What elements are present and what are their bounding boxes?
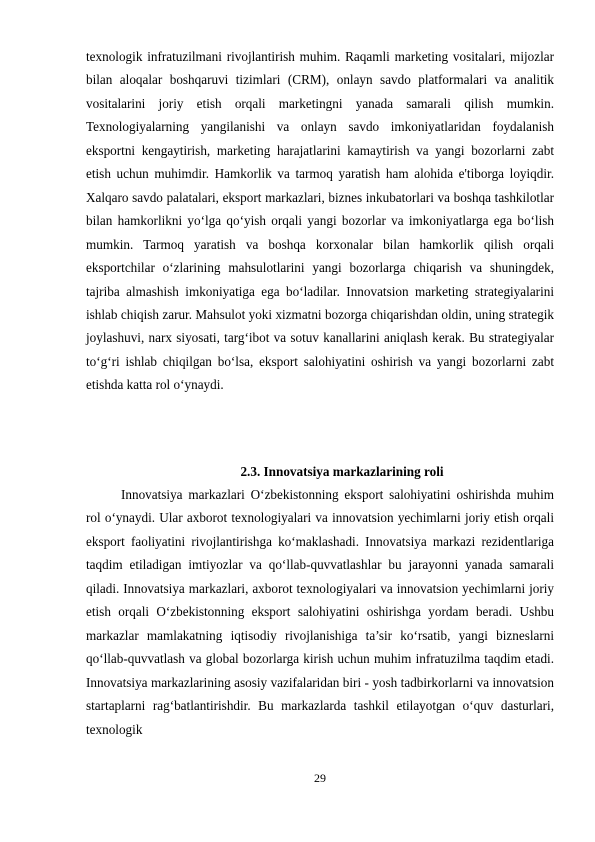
paragraph-text: texnologik infratuzilmani rivojlantirish muhim. Raqamli marketing vositalari, mijozlar bilan aloqalar boshqaruvi tizimlari (CRM), onlayn savdo platformalari va analitik vositalarini joriy etish orqali marketingni yanada samarali qilish mumkin. Texnologiyalarning yangilanishi va onlayn savdo imkoniyatlaridan foydalanish eksportni kengaytirish, marketing harajatlarini kamaytirish va yangi bozorlarni zabt etish uchun muhimdir. Hamkorlik va tarmoq yaratish ham alohida e'tiborga loyiqdir. Xalqaro savdo palatalari, eksport markazlari, biznes inkubatorlari va boshqa tashkilotlar bilan hamkorlikni yo‘lga qo‘yish orqali yangi bozorlar va imkoniyatlarga ega bo‘lish mumkin. Tarmoq yaratish va boshqa korxonalar bilan hamkorlik qilish orqali eksportchilar o‘zlarining mahsulotlarini yangi bozorlarga chiqarish va shuningdek, tajriba almashish imkoniyatiga ega bo‘ladilar. Innovatsion marketing strategiyalarini ishlab chiqish zarur. Mahsulot yoki xizmatni bozorga chiqarishdan oldin, uning strategik joylashuvi, narx siyosati, targ‘ibot va sotuv kanallarini aniqlash kerak. Bu strategiyalar to‘g‘ri ishlab chiqilgan bo‘lsa, eksport salohiyatini oshirish va yangi bozorlarni zabt etishda katta rol o‘ynaydi. — [86, 49, 554, 393]
paragraph-text: Innovatsiya markazlari O‘zbekistonning eksport salohiyatini oshirishda muhim rol o‘ynaydi. Ular axborot texnologiyalari va innovatsion yechimlarni joriy etish orqali eksport faoliyatini rivojlantirishga ko‘maklashadi. Innovatsiya markazi rezidentlariga taqdim etiladigan imtiyozlar va qo‘llab-quvvatlashlar bu jarayonni yanada samarali qiladi. Innovatsiya markazlari, axborot texnologiyalari va innovatsion yechimlarni joriy etish orqali O‘zbekistonning eksport salohiyatini oshirishga yordam beradi. Ushbu markazlar mamlakatning iqtisodiy rivojlanishiga ta’sir ko‘rsatib, yangi bizneslarni qo‘llab-quvvatlash va global bozorlarga kirish uchun muhim infratuzilma taqdim etadi. Innovatsiya markazlarining asosiy vazifalaridan biri - yosh tadbirkorlarni va innovatsion startaplarni rag‘batlantirishdir. Bu markazlarda tashkil etilayotgan o‘quv dasturlari, texnologik — [86, 487, 554, 737]
body-text-block-2 — [86, 483, 554, 741]
body-text-block-1 — [86, 45, 554, 397]
page-number: 29 — [314, 771, 326, 785]
section-heading: 2.3. Innovatsiya markazlarining roli — [240, 464, 444, 479]
